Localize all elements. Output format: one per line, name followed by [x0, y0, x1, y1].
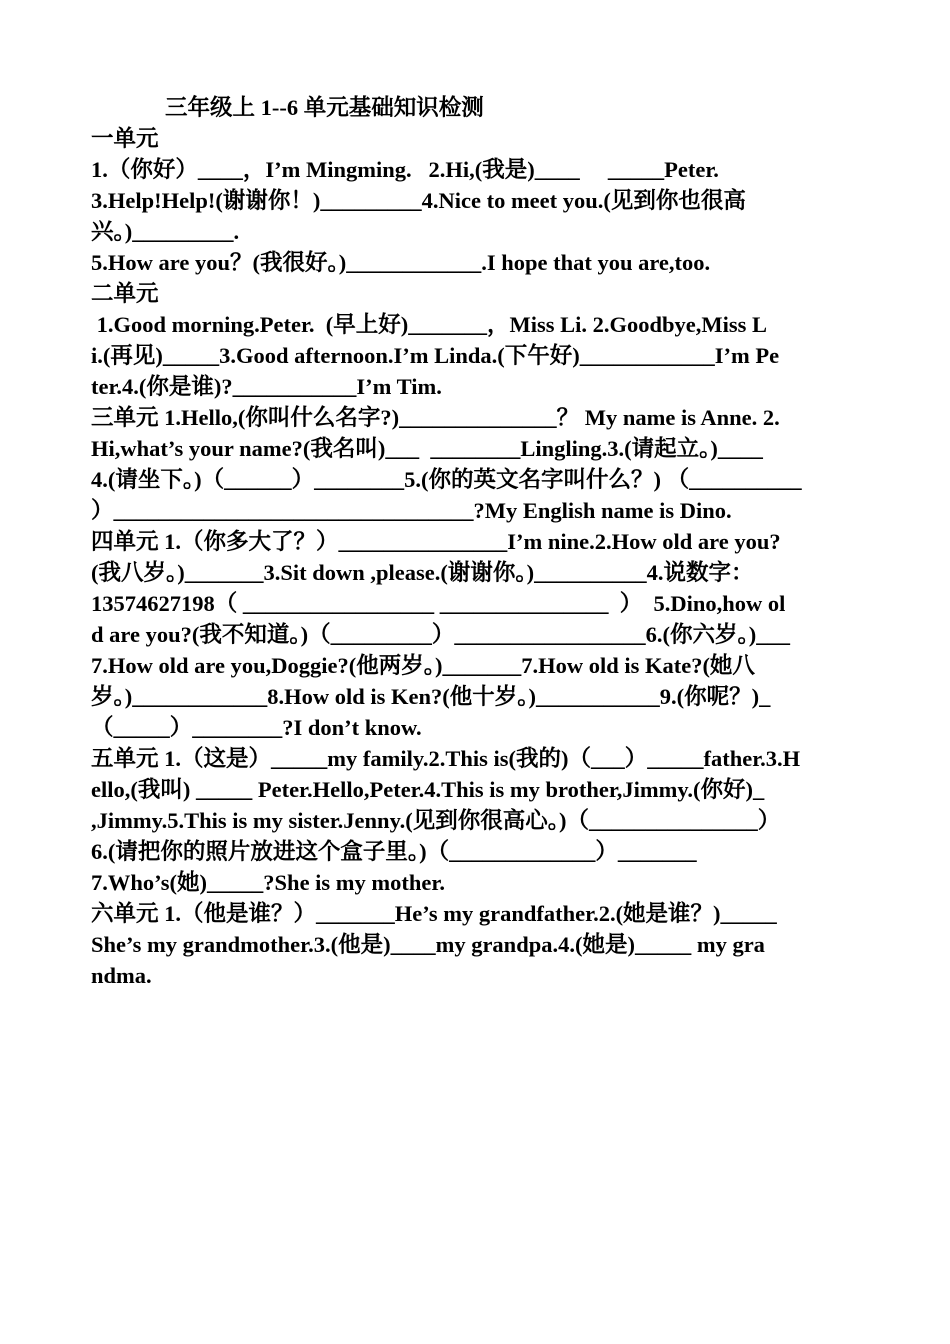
- worksheet-line: ）________________________________?My English name is Dino.: [91, 498, 732, 523]
- worksheet-line: d are you?(我不知道。)（_________）_________________6.(你六岁。)___: [91, 622, 790, 647]
- unit-1-heading: 一单元: [91, 126, 159, 151]
- unit-3-line: 三单元 1.Hello,(你叫什么名字?)______________？ My name is Anne. 2.: [91, 405, 780, 430]
- unit-2-heading: 二单元: [91, 281, 159, 306]
- unit-6-line: 六单元 1.（他是谁？）_______He’s my grandfather.2.(她是谁？)_____: [91, 901, 777, 926]
- worksheet-line: 6.(请把你的照片放进这个盒子里。)（_____________）_______: [91, 839, 697, 864]
- worksheet-line: 13574627198（ _________________ _______________ ） 5.Dino,how ol: [91, 591, 786, 616]
- worksheet-line: （_____）________?I don’t know.: [91, 715, 422, 740]
- unit-5-line: 五单元 1.（这是）_____my family.2.This is(我的)（___）_____father.3.H: [91, 746, 801, 771]
- worksheet-line: ter.4.(你是谁)?___________I’m Tim.: [91, 374, 442, 399]
- worksheet-line: 3.Help!Help!(谢谢你！)_________4.Nice to meet you.(见到你也很高: [91, 188, 746, 213]
- worksheet-line: She’s my grandmother.3.(他是)____my grandpa.4.(她是)_____ my gra: [91, 932, 765, 957]
- worksheet-line: 1.Good morning.Peter. (早上好)_______，Miss Li. 2.Goodbye,Miss L: [91, 312, 768, 337]
- worksheet-line: 1.（你好）____，I’m Mingming. 2.Hi,(我是)____ _____Peter.: [91, 157, 719, 182]
- worksheet-line: 岁。)____________8.How old is Ken?(他十岁。)___________9.(你呢？)_: [91, 684, 771, 709]
- worksheet-line: Hi,what’s your name?(我名叫)___ ________Lingling.3.(请起立。)____: [91, 436, 763, 461]
- worksheet-line: ndma.: [91, 963, 152, 988]
- worksheet-line: 4.(请坐下。)（______）________5.(你的英文名字叫什么？) （__________: [91, 467, 802, 492]
- worksheet-line: 7.Who’s(她)_____?She is my mother.: [91, 870, 445, 895]
- worksheet-line: ello,(我叫) _____ Peter.Hello,Peter.4.This is my brother,Jimmy.(你好)_: [91, 777, 765, 802]
- page-title: 三年级上 1--6 单元基础知识检测: [165, 95, 484, 120]
- worksheet-line: (我八岁。)_______3.Sit down ,please.(谢谢你。)__________4.说数字：: [91, 560, 754, 585]
- worksheet-line: 5.How are you？(我很好。)____________.I hope that you are,too.: [91, 250, 711, 275]
- unit-4-line: 四单元 1.（你多大了？）_______________I’m nine.2.How old are you?: [91, 529, 781, 554]
- worksheet: [91, 92, 866, 991]
- worksheet-line: 7.How old are you,Doggie?(他两岁。)_______7.How old is Kate?(她八: [91, 653, 755, 678]
- worksheet-line: ,Jimmy.5.This is my sister.Jenny.(见到你很高心。)（_______________）: [91, 808, 781, 833]
- worksheet-line: i.(再见)_____3.Good afternoon.I’m Linda.(下午好)____________I’m Pe: [91, 343, 780, 368]
- worksheet-line: 兴。)_________.: [91, 219, 240, 244]
